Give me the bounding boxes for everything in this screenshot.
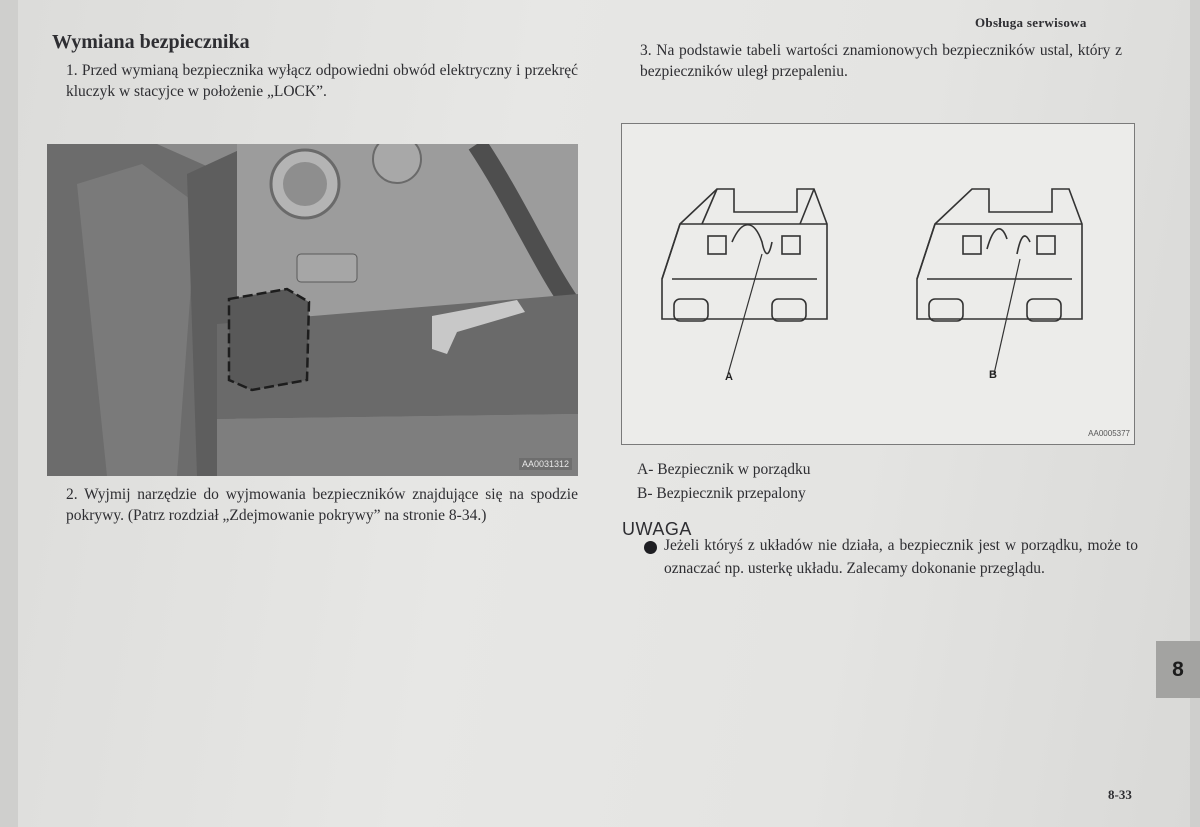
note-text: Jeżeli któryś z układów nie działa, a bezpiecznik jest w porządku, może to oznaczać np. usterkę układu. Zalecamy dokonanie przeglądu. — [664, 537, 1138, 577]
legend-item-a: A- Bezpiecznik w porządku — [637, 461, 811, 478]
fuse-ok-drawing — [662, 189, 827, 374]
dashboard-photo — [47, 144, 578, 476]
section-header: Obsługa serwisowa — [975, 15, 1087, 30]
step-1-text: 1. Przed wymianą bezpiecznika wyłącz odpowiedni obwód elektryczny i przekręć kluczyk w stacyjce w położenie „LOCK”. — [66, 62, 578, 100]
bullet-icon — [644, 541, 657, 554]
chapter-tab: 8 — [1156, 641, 1200, 698]
fuse-diagram — [621, 123, 1135, 445]
step-3-text: 3. Na podstawie tabeli wartości znamionowych bezpieczników ustal, który z bezpieczników uległ przepaleniu. — [640, 42, 1122, 80]
legend-item-b: B- Bezpiecznik przepalony — [637, 485, 806, 502]
fuse-label-b: B — [989, 369, 997, 381]
photo-code: AA0031312 — [519, 458, 572, 470]
fuse-legend — [637, 458, 810, 506]
fuse-blown-drawing — [917, 189, 1082, 374]
page-number: 8-33 — [1108, 787, 1132, 802]
diagram-code: AA0005377 — [1088, 429, 1130, 438]
note-heading: UWAGA — [622, 519, 692, 539]
page-title: Wymiana bezpiecznika — [52, 31, 250, 53]
fuse-label-a: A — [725, 371, 733, 383]
step-2-text: 2. Wyjmij narzędzie do wyjmowania bezpieczników znajdujące się na spodzie pokrywy. (Patrz rozdział „Zdejmowanie pokrywy” na stronie 8-34.) — [66, 486, 578, 524]
